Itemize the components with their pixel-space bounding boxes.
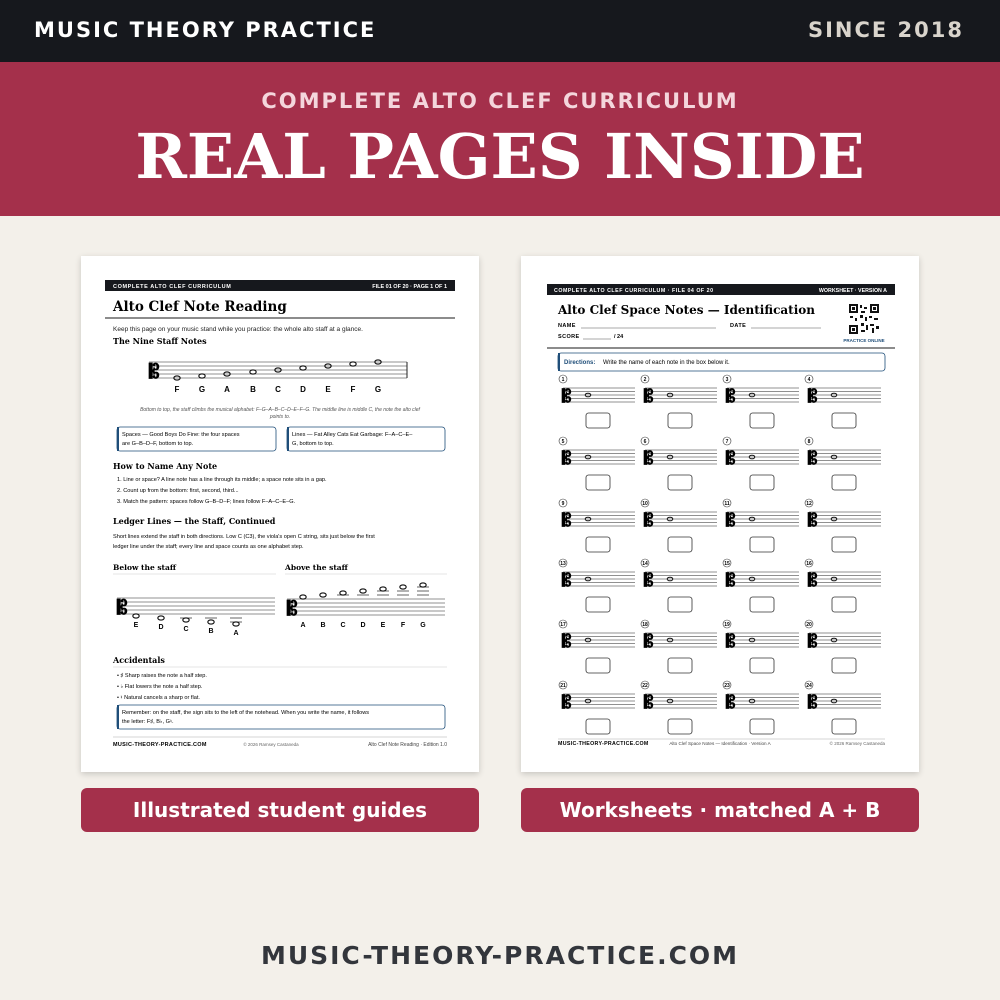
guide-footer-site: MUSIC-THEORY-PRACTICE.COM <box>113 742 207 748</box>
above-staff-letters <box>300 622 426 629</box>
ws-answer-box[interactable] <box>750 475 774 490</box>
ws-item-number: 13 <box>560 561 566 567</box>
ws-answer-box[interactable] <box>586 597 610 612</box>
below-letter: D <box>158 624 164 631</box>
ws-answer-box[interactable] <box>586 413 610 428</box>
ws-item-number: 17 <box>560 622 566 628</box>
ws-answer-box[interactable] <box>832 537 856 552</box>
guide-step-3: 3. Match the pattern: spaces follow G–B–D–F; lines follow F–A–C–E–G. <box>117 499 296 505</box>
below-staff-heading: Below the staff <box>113 563 177 572</box>
guide-accidentals-heading: Accidentals <box>113 655 165 665</box>
ws-item-number: 1 <box>561 377 565 383</box>
alto-clef-icon: 𝄡 <box>287 598 298 620</box>
ws-item <box>805 681 881 734</box>
ws-answer-box[interactable] <box>832 475 856 490</box>
ws-answer-box[interactable] <box>668 537 692 552</box>
ws-answer-box[interactable] <box>668 475 692 490</box>
ws-answer-box[interactable] <box>832 413 856 428</box>
above-staff-diagram <box>286 583 445 620</box>
guide-caption-line1: Bottom to top, the staff climbs the musical alphabet: F–G–A–B–C–D–E–F–G. The middle line is middle C, the note the alto clef <box>140 407 420 413</box>
ws-item-number: 10 <box>642 501 648 507</box>
worksheet-date-label: DATE <box>730 323 747 329</box>
ws-item <box>559 620 635 673</box>
guide-step-1: 1. Line or space? A line note has a line through its middle; a space note sits in a gap. <box>117 477 327 483</box>
guide-page-preview <box>81 256 479 772</box>
ws-item <box>559 681 635 734</box>
qr-code-icon <box>849 304 879 334</box>
ws-answer-box[interactable] <box>750 537 774 552</box>
ws-item-number: 6 <box>643 439 647 445</box>
worksheet-page-preview <box>521 256 919 772</box>
brand-name: MUSIC THEORY PRACTICE <box>34 18 377 42</box>
ws-item-number: 11 <box>724 501 730 507</box>
above-letter: G <box>420 622 426 629</box>
guide-nine-letters <box>175 385 382 394</box>
below-staff-letters <box>134 622 239 637</box>
hero-title: REAL PAGES INSIDE <box>135 120 865 193</box>
below-letter: A <box>233 630 239 637</box>
guide-title: Alto Clef Note Reading <box>113 299 287 315</box>
guide-caption-line2: points to. <box>269 414 291 420</box>
guide-ledger-line2: ledger line under the staff; every line and space counts as one alphabet step. <box>113 544 304 550</box>
guide-nine-heading: The Nine Staff Notes <box>113 336 207 346</box>
above-letter: B <box>320 622 326 629</box>
nine-letter: G <box>198 385 206 394</box>
ws-item-number: 22 <box>642 683 648 689</box>
worksheet-header-right: WORKSHEET · VERSION A <box>818 288 887 294</box>
ws-answer-box[interactable] <box>750 719 774 734</box>
below-letter: B <box>208 628 214 635</box>
ws-item <box>559 499 635 552</box>
ws-item <box>559 437 635 490</box>
guide-header-right: FILE 01 OF 20 · PAGE 1 OF 1 <box>372 284 447 290</box>
ws-item-number: 15 <box>724 561 730 567</box>
guide-acc-natural: • ♮ Natural cancels a sharp or flat. <box>117 695 200 701</box>
ws-answer-box[interactable] <box>750 413 774 428</box>
ws-item <box>641 681 717 734</box>
ws-answer-box[interactable] <box>832 719 856 734</box>
ws-answer-box[interactable] <box>586 719 610 734</box>
lines-box-line2: G, bottom to top. <box>292 441 334 447</box>
ws-item-number: 5 <box>561 439 565 445</box>
guide-acc-sharp: • ♯ Sharp raises the note a half step. <box>117 673 207 679</box>
nine-letter: E <box>325 385 331 394</box>
worksheet-footer-title: Alto Clef Space Notes — Identification · Version A <box>669 741 771 746</box>
ws-item <box>723 681 799 734</box>
above-letter: A <box>300 622 306 629</box>
alto-clef-icon: 𝄡 <box>149 361 160 383</box>
ws-item <box>641 559 717 612</box>
worksheet-score-total: / 24 <box>614 334 624 340</box>
ws-item-number: 12 <box>806 501 812 507</box>
since-label: SINCE 2018 <box>807 18 964 42</box>
guide-header-left: COMPLETE ALTO CLEF CURRICULUM <box>113 284 232 290</box>
nine-letter: A <box>224 385 230 394</box>
spaces-box-line2: are G–B–D–F, bottom to top. <box>122 441 194 447</box>
ws-answer-box[interactable] <box>668 658 692 673</box>
footer-site[interactable]: MUSIC-THEORY-PRACTICE.COM <box>260 941 740 970</box>
below-staff-diagram <box>116 597 275 626</box>
practice-online-label[interactable]: PRACTICE ONLINE <box>843 338 885 343</box>
nine-letter: B <box>250 385 256 394</box>
ws-item <box>559 559 635 612</box>
ws-item-number: 14 <box>642 561 648 567</box>
ws-item-number: 9 <box>561 501 565 507</box>
ws-item-number: 7 <box>725 439 729 445</box>
ws-item <box>723 499 799 552</box>
guide-acc-flat: • ♭ Flat lowers the note a half step. <box>117 684 203 690</box>
ws-answer-box[interactable] <box>586 475 610 490</box>
ws-item <box>723 437 799 490</box>
top-bar <box>0 0 1000 62</box>
ws-item-number: 2 <box>643 377 647 383</box>
ws-answer-box[interactable] <box>668 413 692 428</box>
worksheet-name-label: NAME <box>558 323 576 329</box>
guide-nine-notes-staff <box>148 360 407 383</box>
above-letter: E <box>380 622 386 629</box>
ws-answer-box[interactable] <box>586 537 610 552</box>
ws-item-number: 21 <box>560 683 566 689</box>
worksheet-header-left: COMPLETE ALTO CLEF CURRICULUM · FILE 04 OF 20 <box>554 288 714 294</box>
ws-item-number: 8 <box>807 439 811 445</box>
ws-item <box>559 375 635 428</box>
ws-item <box>723 620 799 673</box>
nine-letter: F <box>174 385 180 394</box>
ws-item <box>805 559 881 612</box>
ws-item <box>723 375 799 428</box>
spaces-box <box>117 427 276 451</box>
above-staff-heading: Above the staff <box>285 563 348 572</box>
spaces-box-line1: Spaces — Good Boys Do Fine: the four spaces <box>122 432 240 438</box>
nine-letter: C <box>275 385 281 394</box>
guide-step-2: 2. Count up from the bottom: first, second, third... <box>117 488 239 494</box>
above-letter: D <box>360 622 366 629</box>
nine-letter: D <box>300 385 306 394</box>
nine-letter: G <box>374 385 382 394</box>
ws-answer-box[interactable] <box>832 597 856 612</box>
worksheet-page-svg: 𝄡 COMPLETE ALTO CLEF CURRICULUM · FILE 04 OF 20 WORKSHEET · VERSION A Alto Clef Space Notes — Identification NAME DATE SCORE / 24 PRACTICE ONLINE Directions: Write the name of each note in the box below it. 1 2 3 4 5 6 7 8 9 10 11 12 13 14 15 16 17 18 19 20 21 22 23 24 MUSIC-THEORY-PRACTICE.COM Alto Clef Space Notes — Identification · Version A © 2026 Ramsey Castaneda <box>521 256 919 772</box>
ws-item <box>805 499 881 552</box>
worksheet-footer-copyright: © 2026 Ramsey Castaneda <box>829 741 885 746</box>
remember-line2: the letter: F♯, B♭, G♮. <box>122 719 174 725</box>
guide-name-heading: How to Name Any Note <box>113 461 218 471</box>
ws-item-number: 18 <box>642 622 648 628</box>
ws-item <box>641 499 717 552</box>
lines-box <box>287 427 445 451</box>
remember-box <box>117 705 445 729</box>
guide-label-pill: Illustrated student guides <box>81 788 479 832</box>
ws-item-number: 3 <box>725 377 729 383</box>
guide-ledger-line1: Short lines extend the staff in both directions. Low C (C3), the viola's open C string, sits just below the first <box>113 534 375 540</box>
guide-footer-copyright: © 2026 Ramsey Castaneda <box>243 742 299 747</box>
guide-ledger-heading: Ledger Lines — the Staff, Continued <box>113 516 276 526</box>
ws-answer-box[interactable] <box>832 658 856 673</box>
nine-letter: F <box>350 385 356 394</box>
ws-item <box>805 620 881 673</box>
below-letter: E <box>133 622 139 629</box>
ws-item <box>723 559 799 612</box>
worksheet-label-pill: Worksheets · matched A + B <box>521 788 919 832</box>
remember-line1: Remember: on the staff, the sign sits to the left of the notehead. When you write the name, it follows <box>122 710 370 716</box>
ws-item-number: 4 <box>807 377 811 383</box>
directions-text: Write the name of each note in the box below it. <box>603 360 730 366</box>
ws-item <box>805 375 881 428</box>
ws-answer-box[interactable] <box>586 658 610 673</box>
below-letter: C <box>183 626 189 633</box>
ws-answer-box[interactable] <box>750 597 774 612</box>
guide-footer-edition: Alto Clef Note Reading · Edition 1.0 <box>368 742 447 748</box>
ws-item-number: 23 <box>724 683 730 689</box>
ws-answer-box[interactable] <box>668 719 692 734</box>
ws-item <box>641 437 717 490</box>
ws-item-number: 19 <box>724 622 730 628</box>
ws-item <box>805 437 881 490</box>
lines-box-line1: Lines — Fat Alley Cats Eat Garbage: F–A–C–E– <box>292 432 413 438</box>
ws-answer-box[interactable] <box>668 597 692 612</box>
guide-intro: Keep this page on your music stand while you practice: the whole alto staff at a glance. <box>113 326 363 333</box>
ws-item-number: 24 <box>806 683 812 689</box>
ws-item <box>641 375 717 428</box>
ws-item-number: 20 <box>806 622 812 628</box>
hero-banner <box>0 62 1000 216</box>
ws-item-number: 16 <box>806 561 812 567</box>
directions-label: Directions: <box>564 360 596 366</box>
worksheet-score-label: SCORE <box>558 334 580 340</box>
alto-clef-icon: 𝄡 <box>117 597 128 619</box>
above-letter: C <box>340 622 346 629</box>
worksheet-title: Alto Clef Space Notes — Identification <box>558 303 815 317</box>
hero-subtitle: COMPLETE ALTO CLEF CURRICULUM <box>261 89 739 113</box>
worksheet-footer-site: MUSIC-THEORY-PRACTICE.COM <box>558 741 649 747</box>
above-letter: F <box>400 622 406 629</box>
ws-answer-box[interactable] <box>750 658 774 673</box>
ws-item <box>641 620 717 673</box>
guide-page-svg <box>81 256 479 772</box>
